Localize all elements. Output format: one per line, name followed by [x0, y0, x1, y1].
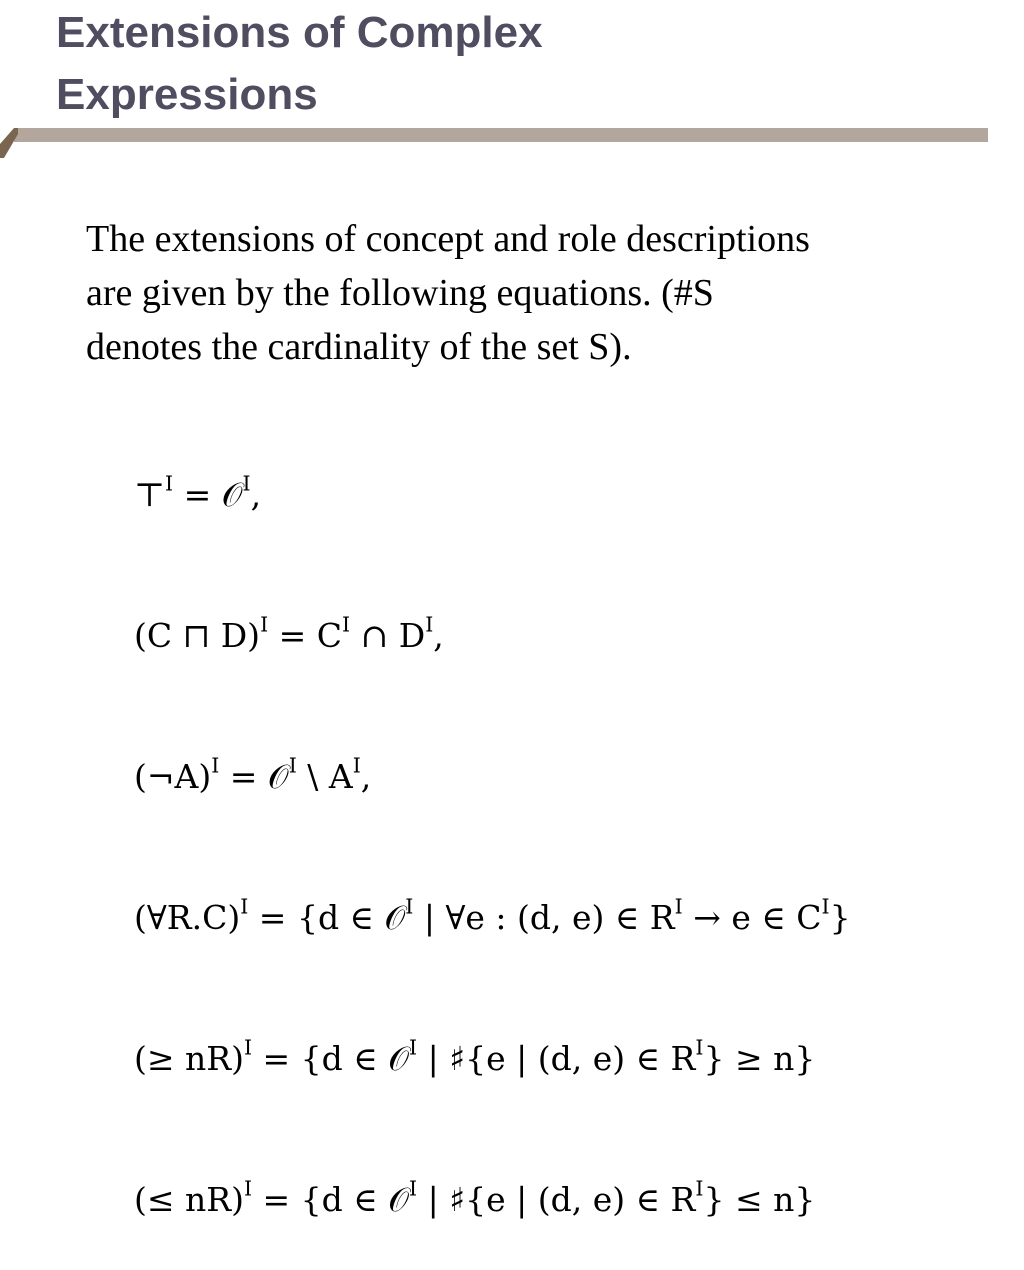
- eq-atmost-sup-3: I: [695, 1176, 704, 1201]
- eq-conj-sup-2: I: [342, 612, 351, 637]
- eq-top-rhs: = 𝒪: [173, 475, 243, 514]
- title-divider: [0, 128, 988, 158]
- slide-title: [56, 2, 956, 126]
- eq-neg-part-1: = 𝒪: [219, 757, 289, 796]
- eq-atleast-sup-2: I: [409, 1035, 418, 1060]
- eq-neg-sup-3: I: [352, 753, 361, 778]
- eq-conj-part-2: ∩ D: [350, 616, 426, 655]
- eq-top-rhs-sup: I: [242, 471, 251, 496]
- eq-univ-part-1: = {d ∈ 𝒪: [248, 898, 406, 937]
- body-line-2: are given by the following equations. (#S: [86, 272, 714, 314]
- equation-universal: [92, 847, 992, 988]
- eq-atmost-lhs: (≤ nR): [133, 1180, 244, 1219]
- equation-list: [92, 424, 992, 1270]
- eq-neg-sup-1: I: [211, 753, 220, 778]
- body-paragraph: [86, 212, 986, 374]
- eq-neg-end: ,: [360, 757, 372, 796]
- eq-top-sup: I: [165, 471, 174, 496]
- body-line-3: denotes the cardinality of the set S).: [86, 326, 632, 368]
- eq-univ-part-3: → e ∈ C: [682, 898, 822, 937]
- eq-atmost-end: } ≤ n}: [703, 1180, 816, 1219]
- eq-univ-sup-1: I: [240, 894, 249, 919]
- eq-neg-sup-2: I: [288, 753, 297, 778]
- eq-atmost-sup-2: I: [409, 1176, 418, 1201]
- title-divider-bar: [14, 128, 988, 142]
- equation-top: [92, 424, 992, 565]
- slide-title-line-2: Expressions: [56, 70, 318, 119]
- equation-conjunction: [92, 565, 992, 706]
- eq-atleast-end: } ≥ n}: [703, 1039, 816, 1078]
- eq-atleast-sup-1: I: [243, 1035, 253, 1060]
- eq-atmost-part-2: | ♯{e | (d, e) ∈ R: [417, 1180, 696, 1219]
- eq-top-lhs: ⊤: [133, 475, 166, 514]
- eq-atleast-lhs: (≥ nR): [133, 1039, 244, 1078]
- eq-conj-lhs: (C ⊓ D): [133, 616, 261, 655]
- eq-atmost-sup-1: I: [243, 1176, 253, 1201]
- equation-at-most: [92, 1129, 992, 1270]
- eq-neg-lhs: (¬A): [133, 757, 212, 796]
- eq-atleast-sup-3: I: [695, 1035, 704, 1060]
- eq-conj-end: ,: [433, 616, 444, 655]
- eq-conj-sup-1: I: [260, 612, 269, 637]
- slide-title-line-1: Extensions of Complex: [56, 8, 543, 57]
- eq-univ-lhs: (∀R.C): [133, 898, 241, 937]
- eq-atleast-part-2: | ♯{e | (d, e) ∈ R: [417, 1039, 696, 1078]
- eq-conj-part-1: = C: [268, 616, 343, 655]
- body-line-1: The extensions of concept and role descriptions: [86, 218, 810, 260]
- eq-univ-sup-4: I: [821, 894, 830, 919]
- eq-univ-part-2: | ∀e : (d, e) ∈ R: [413, 898, 675, 937]
- eq-atleast-part-1: = {d ∈ 𝒪: [252, 1039, 409, 1078]
- eq-univ-sup-2: I: [405, 894, 414, 919]
- eq-conj-sup-3: I: [425, 612, 434, 637]
- eq-univ-end: }: [829, 898, 851, 937]
- title-divider-tab: [0, 128, 18, 158]
- eq-atmost-part-1: = {d ∈ 𝒪: [252, 1180, 409, 1219]
- equation-at-least: [92, 988, 992, 1129]
- eq-top-end: ,: [250, 475, 262, 514]
- equation-negation: [92, 706, 992, 847]
- eq-univ-sup-3: I: [674, 894, 683, 919]
- eq-neg-part-2: \ A: [296, 757, 353, 796]
